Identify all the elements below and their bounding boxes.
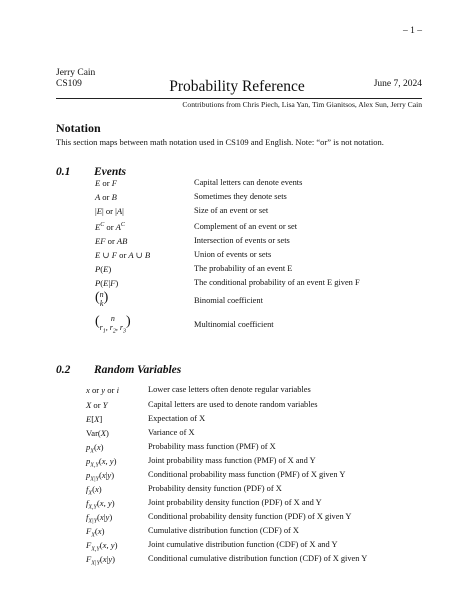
random-variables-row <box>0 428 474 440</box>
description-cell: Conditional cumulative distribution function (CDF) of X given Y <box>148 554 368 563</box>
description-cell: The conditional probability of an event E given F <box>194 278 360 287</box>
notation-cell: E or F <box>95 178 117 188</box>
subsection-heading-events <box>56 166 126 178</box>
random-variables-row <box>0 442 474 454</box>
notation-cell: Var(X) <box>86 428 109 438</box>
events-row <box>0 192 474 204</box>
events-row <box>0 250 474 262</box>
events-row <box>0 314 474 338</box>
section-intro: This section maps between math notation used in CS109 and English. Note: “or” is not notation. <box>56 137 384 147</box>
document-title: Probability Reference <box>169 78 305 95</box>
description-cell: Multinomial coefficient <box>194 320 274 329</box>
description-cell: Expectation of X <box>148 414 206 423</box>
description-cell: Joint cumulative distribution function (CDF) of X and Y <box>148 540 338 549</box>
notation-cell: A or B <box>95 192 117 202</box>
notation-cell: $p_{X,Y}(x$, y) <box>86 456 117 469</box>
notation-cell: EF or AB <box>95 236 128 246</box>
events-row <box>0 290 474 314</box>
notation-cell: X or Y <box>86 400 108 410</box>
notation-cell: $F_X(x)$ <box>86 526 105 539</box>
notation-cell: $p_X(x)$ <box>86 442 104 455</box>
subsection-number: 0.2 <box>56 364 71 376</box>
description-cell: Probability mass function (PMF) of X <box>148 442 276 451</box>
random-variables-row <box>0 484 474 496</box>
notation-cell: $p_{X|Y}(x|y)$ <box>86 470 115 483</box>
subsection-heading-random-variables <box>56 364 181 376</box>
notation-cell: $f_X(x)$ <box>86 484 102 497</box>
subsection-title: Events <box>94 166 126 178</box>
notation-cell: P(E|F) <box>95 278 119 288</box>
random-variables-row <box>0 540 474 552</box>
description-cell: Intersection of events or sets <box>194 236 290 245</box>
description-cell: Binomial coefficient <box>194 296 263 305</box>
random-variables-row <box>0 400 474 412</box>
description-cell: Complement of an event or set <box>194 222 298 231</box>
notation-cell: $f_{X,Y}(x$, y) <box>86 498 115 511</box>
page-number: – 1 – <box>403 26 422 36</box>
notation-cell: |E| or |A| <box>95 206 124 216</box>
subsection-number: 0.1 <box>56 166 71 178</box>
description-cell: Union of events or sets <box>194 250 272 259</box>
author-name: Jerry Cain <box>56 68 96 78</box>
description-cell: Variance of X <box>148 428 195 437</box>
section-heading-notation: Notation <box>56 121 101 135</box>
description-cell: Cumulative distribution function (CDF) of X <box>148 526 299 535</box>
description-cell: Size of an event or set <box>194 206 269 215</box>
random-variables-row <box>0 512 474 524</box>
notation-cell: E[X] <box>86 414 103 424</box>
course-code: CS109 <box>56 79 82 89</box>
notation-cell: $F_{X|Y}(x|y)$ <box>86 554 116 567</box>
events-row <box>0 278 474 290</box>
random-variables-row <box>0 456 474 468</box>
events-row <box>0 178 474 190</box>
notation-cell: P(E) <box>95 264 112 274</box>
random-variables-row <box>0 414 474 426</box>
notation-cell: x or y or i <box>86 385 119 395</box>
binomial-notation: (n k) <box>95 290 109 309</box>
random-variables-row <box>0 526 474 538</box>
random-variables-row <box>0 498 474 510</box>
description-cell: Joint probability mass function (PMF) of X and Y <box>148 456 316 465</box>
description-cell: Probability density function (PDF) of X <box>148 484 282 493</box>
random-variables-row <box>0 470 474 482</box>
events-row <box>0 236 474 248</box>
description-cell: Sometimes they denote sets <box>194 192 287 201</box>
multinomial-notation: ( n $r_1$, $r_2$, $r_3$) <box>95 314 131 335</box>
contributors-line: Contributions from Chris Piech, Lisa Yan, Tim Gianitsos, Alex Sun, Jerry Cain <box>182 100 422 109</box>
description-cell: Conditional probability density function (PDF) of X given Y <box>148 512 352 521</box>
events-row <box>0 206 474 218</box>
notation-cell: $f_{X|Y}(x|y)$ <box>86 512 113 525</box>
subsection-title: Random Variables <box>94 364 182 376</box>
random-variables-row <box>0 554 474 566</box>
events-row <box>0 222 474 234</box>
description-cell: Joint probability density function (PDF) of X and Y <box>148 498 322 507</box>
description-cell: Capital letters are used to denote random variables <box>148 400 318 409</box>
random-variables-row <box>0 385 474 397</box>
description-cell: Conditional probability mass function (PMF) of X given Y <box>148 470 346 479</box>
notation-cell: $E^C$ or $A^C$ <box>95 222 125 232</box>
description-cell: Lower case letters often denote regular variables <box>148 385 311 394</box>
description-cell: The probability of an event E <box>194 264 293 273</box>
notation-cell: $F_{X,Y}(x$, y) <box>86 540 118 553</box>
document-date: June 7, 2024 <box>373 79 422 89</box>
notation-cell: E ∪ F or A ∪ B <box>95 250 151 260</box>
events-row <box>0 264 474 276</box>
header-rule <box>56 98 422 99</box>
description-cell: Capital letters can denote events <box>194 178 303 187</box>
